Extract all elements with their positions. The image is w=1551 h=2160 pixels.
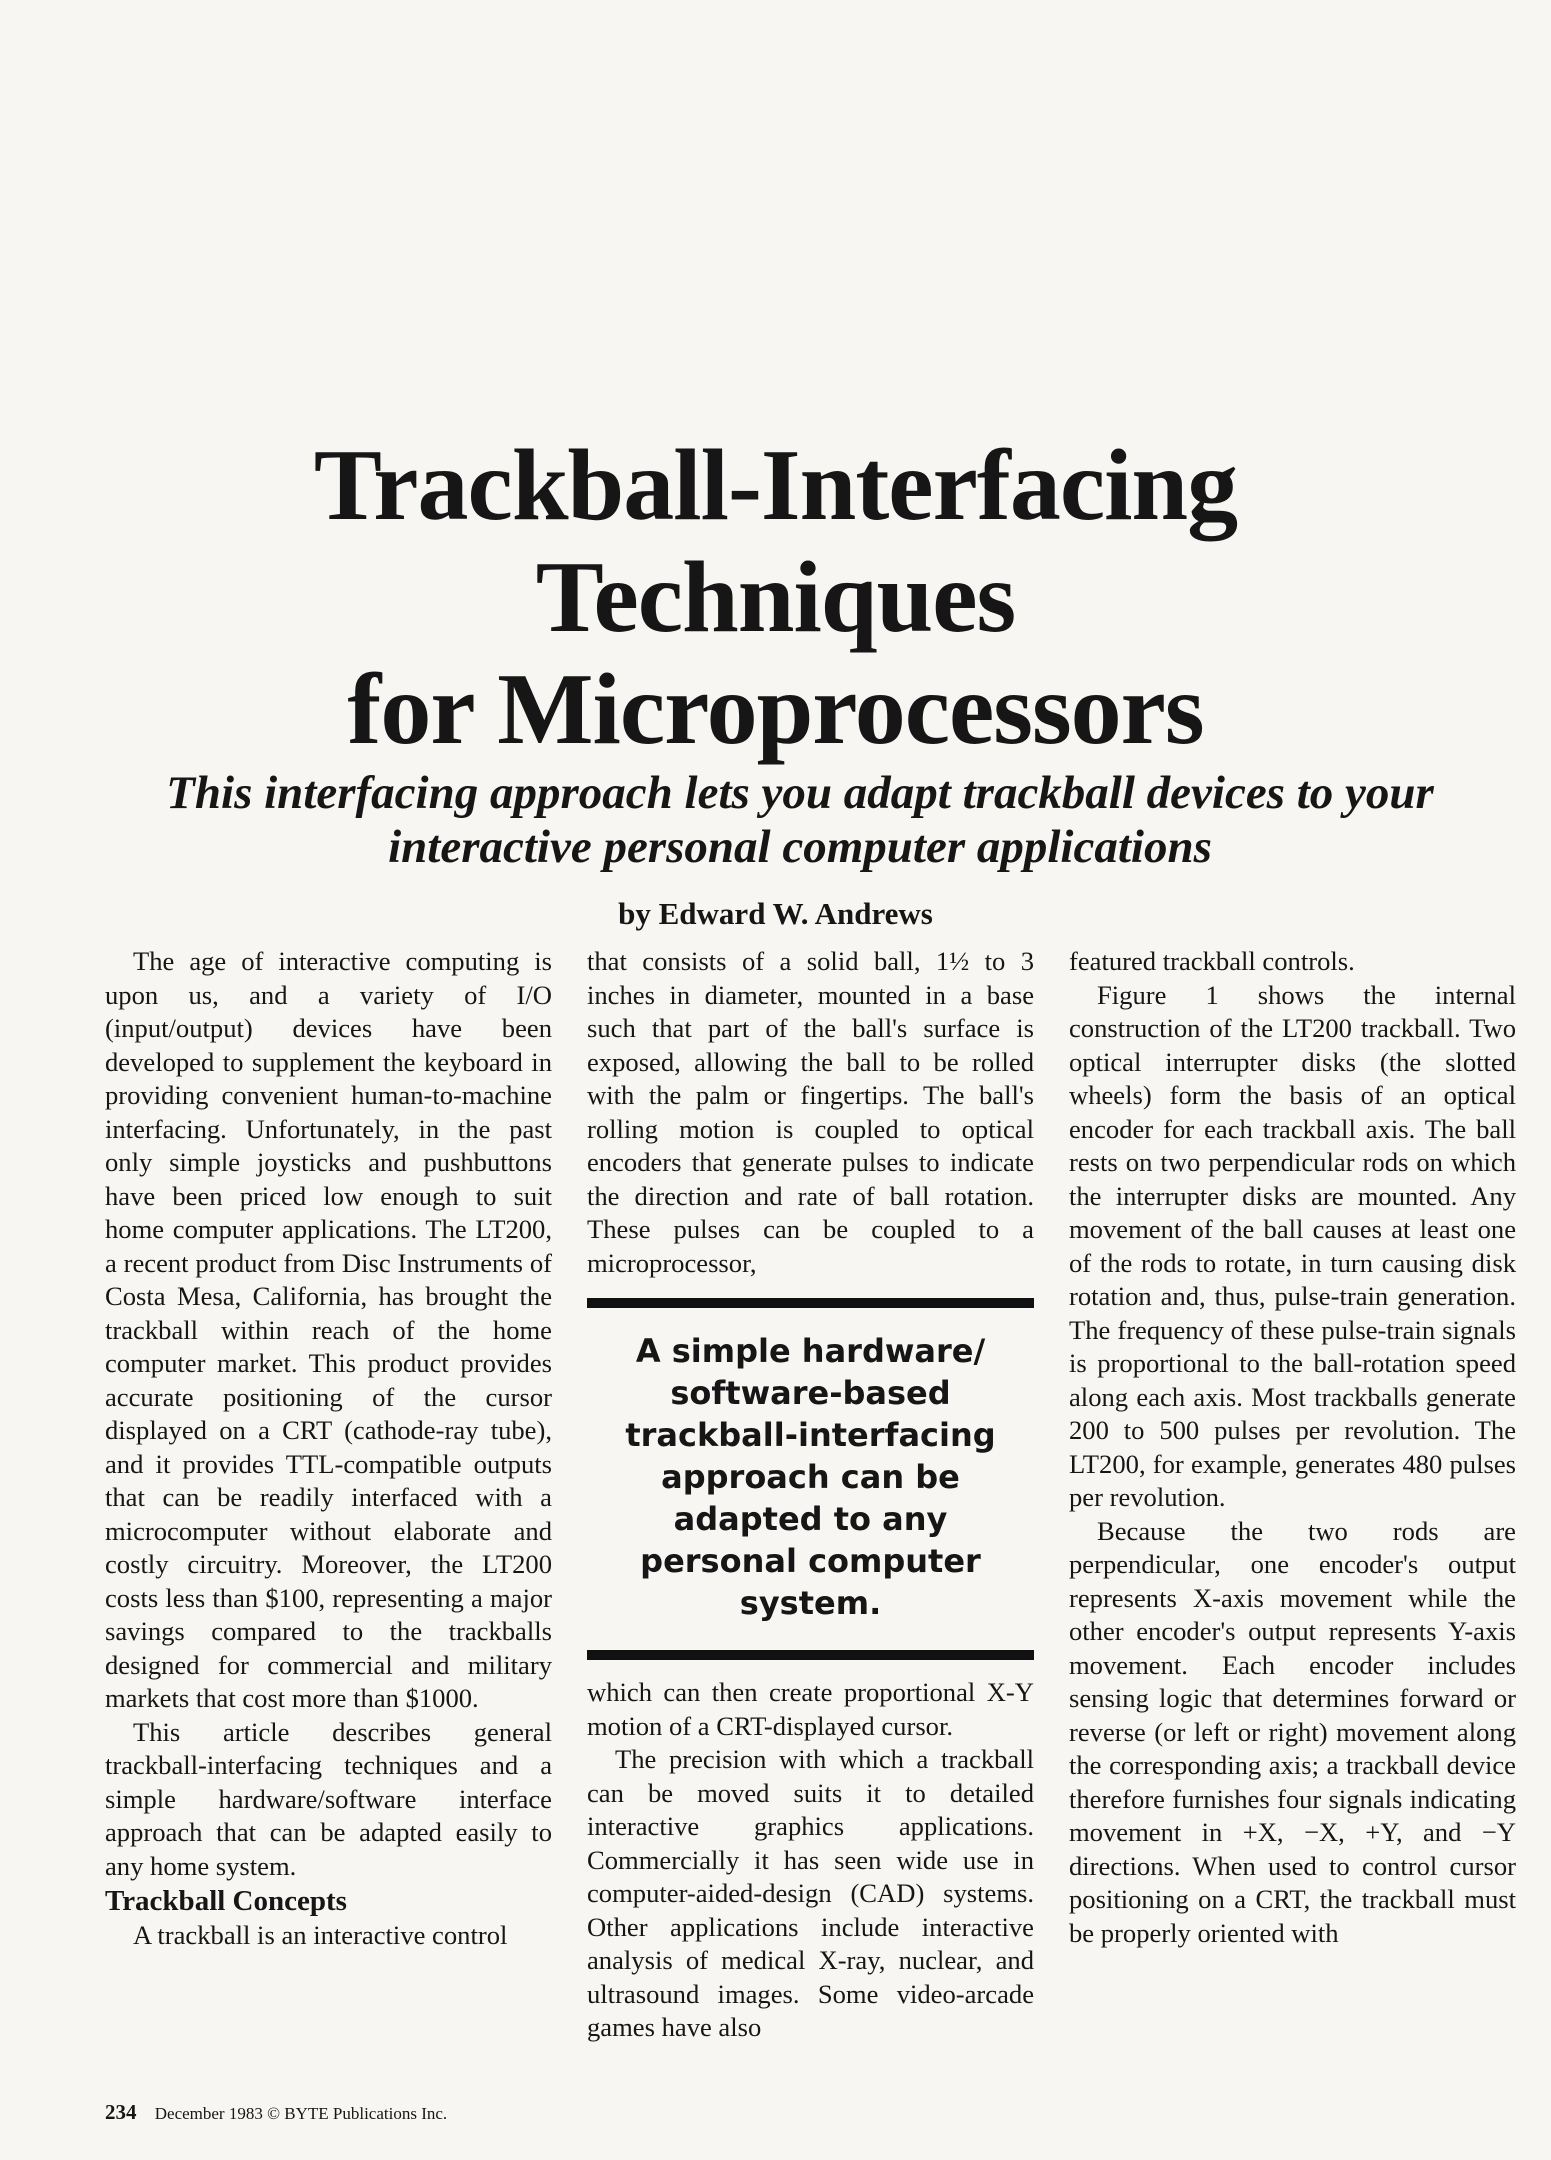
pull-quote: A simple hardware/ software-based trackball-interfacing approach can be adapted to any personal computer system.	[587, 1298, 1034, 1660]
paragraph: featured trackball controls.	[1069, 946, 1355, 976]
title-line-1: Trackball-Interfacing	[313, 429, 1238, 542]
section-heading: Trackball Concepts	[105, 1885, 347, 1917]
article-subtitle	[80, 766, 1520, 874]
author-byline: by Edward W. Andrews	[618, 896, 933, 931]
paragraph: This article describes general trackball-interfacing techniques and a simple hardware/software interface approach that can be adapted easily to any home system.	[105, 1716, 552, 1881]
paragraph: Because the two rods are perpendicular, one encoder's output represents X-axis movement while the other encoder's output represents Y-axis movement. Each encoder includes sensing logic that determines forward or reverse (or left or right) movement along the corresponding axis; a trackball device therefore furnishes four signals indicating movement in +X, −X, +Y, and −Y directions. When used to control cursor positioning on a CRT, the trackball must be properly oriented with	[1069, 1515, 1516, 1948]
paragraph: The precision with which a trackball can be moved suits it to detailed interactive graphics applications. Commercially it has seen wide use in computer-aided-design (CAD) systems. Other applications include interactive analysis of medical X-ray, nuclear, and ultrasound images. Some video-arcade games have also	[587, 1744, 1034, 2042]
text-column-2	[587, 945, 1034, 2045]
subtitle-line-2: interactive personal computer applications	[388, 821, 1212, 873]
text-column-3	[1069, 945, 1516, 1950]
page-footer	[105, 2100, 447, 2125]
title-line-2: Techniques	[535, 541, 1016, 654]
page-number: 234	[105, 2100, 137, 2124]
text-column-1	[105, 945, 552, 1953]
paragraph: that consists of a solid ball, 1½ to 3 inches in diameter, mounted in a base such that part of the ball's surface is exposed, allowing the ball to be rolled with the palm or fingertips. The ball's rolling motion is coupled to optical encoders that generate pulses to indicate the direction and rate of ball rotation. These pulses can be coupled to a microprocessor,	[587, 946, 1034, 1278]
paragraph: Figure 1 shows the internal construction of the LT200 trackball. Two optical interrupter disks (the slotted wheels) form the basis of an optical encoder for each trackball axis. The ball rests on two perpendicular rods on which the interrupter disks are mounted. Any movement of the ball causes at least one of the rods to rotate, in turn causing disk rotation and, thus, pulse-train generation. The frequency of these pulse-train signals is proportional to the ball-rotation speed along each axis. Most trackballs generate 200 to 500 pulses per revolution. The LT200, for example, generates 480 pulses per revolution.	[1069, 979, 1516, 1512]
title-line-3: for Microprocessors	[347, 653, 1204, 766]
footer-text: December 1983 © BYTE Publications Inc.	[154, 2104, 448, 2123]
paragraph: which can then create proportional X-Y motion of a CRT-displayed cursor.	[587, 1677, 1034, 1741]
paragraph: A trackball is an interactive control	[133, 1920, 508, 1950]
paragraph: The age of interactive computing is upon us, and a variety of I/O (input/output) devices have been developed to supplement the keyboard in providing convenient human-to-machine interfacing. Unfortunately, in the past only simple joysticks and pushbuttons have been priced low enough to suit home computer applications. The LT200, a recent product from Disc Instruments of Costa Mesa, California, has brought the trackball within reach of the home computer market. This product provides accurate positioning of the cursor displayed on a CRT (cathode-ray tube), and it provides TTL-compatible outputs that can be readily interfaced with a microcomputer without elaborate and costly circuitry. Moreover, the LT200 costs less than $100, representing a major savings compared to the trackballs designed for commercial and military markets that cost more than $1000.	[105, 946, 552, 1713]
subtitle-line-1: This interfacing approach lets you adapt trackball devices to your	[166, 767, 1434, 819]
article-title	[0, 430, 1551, 766]
